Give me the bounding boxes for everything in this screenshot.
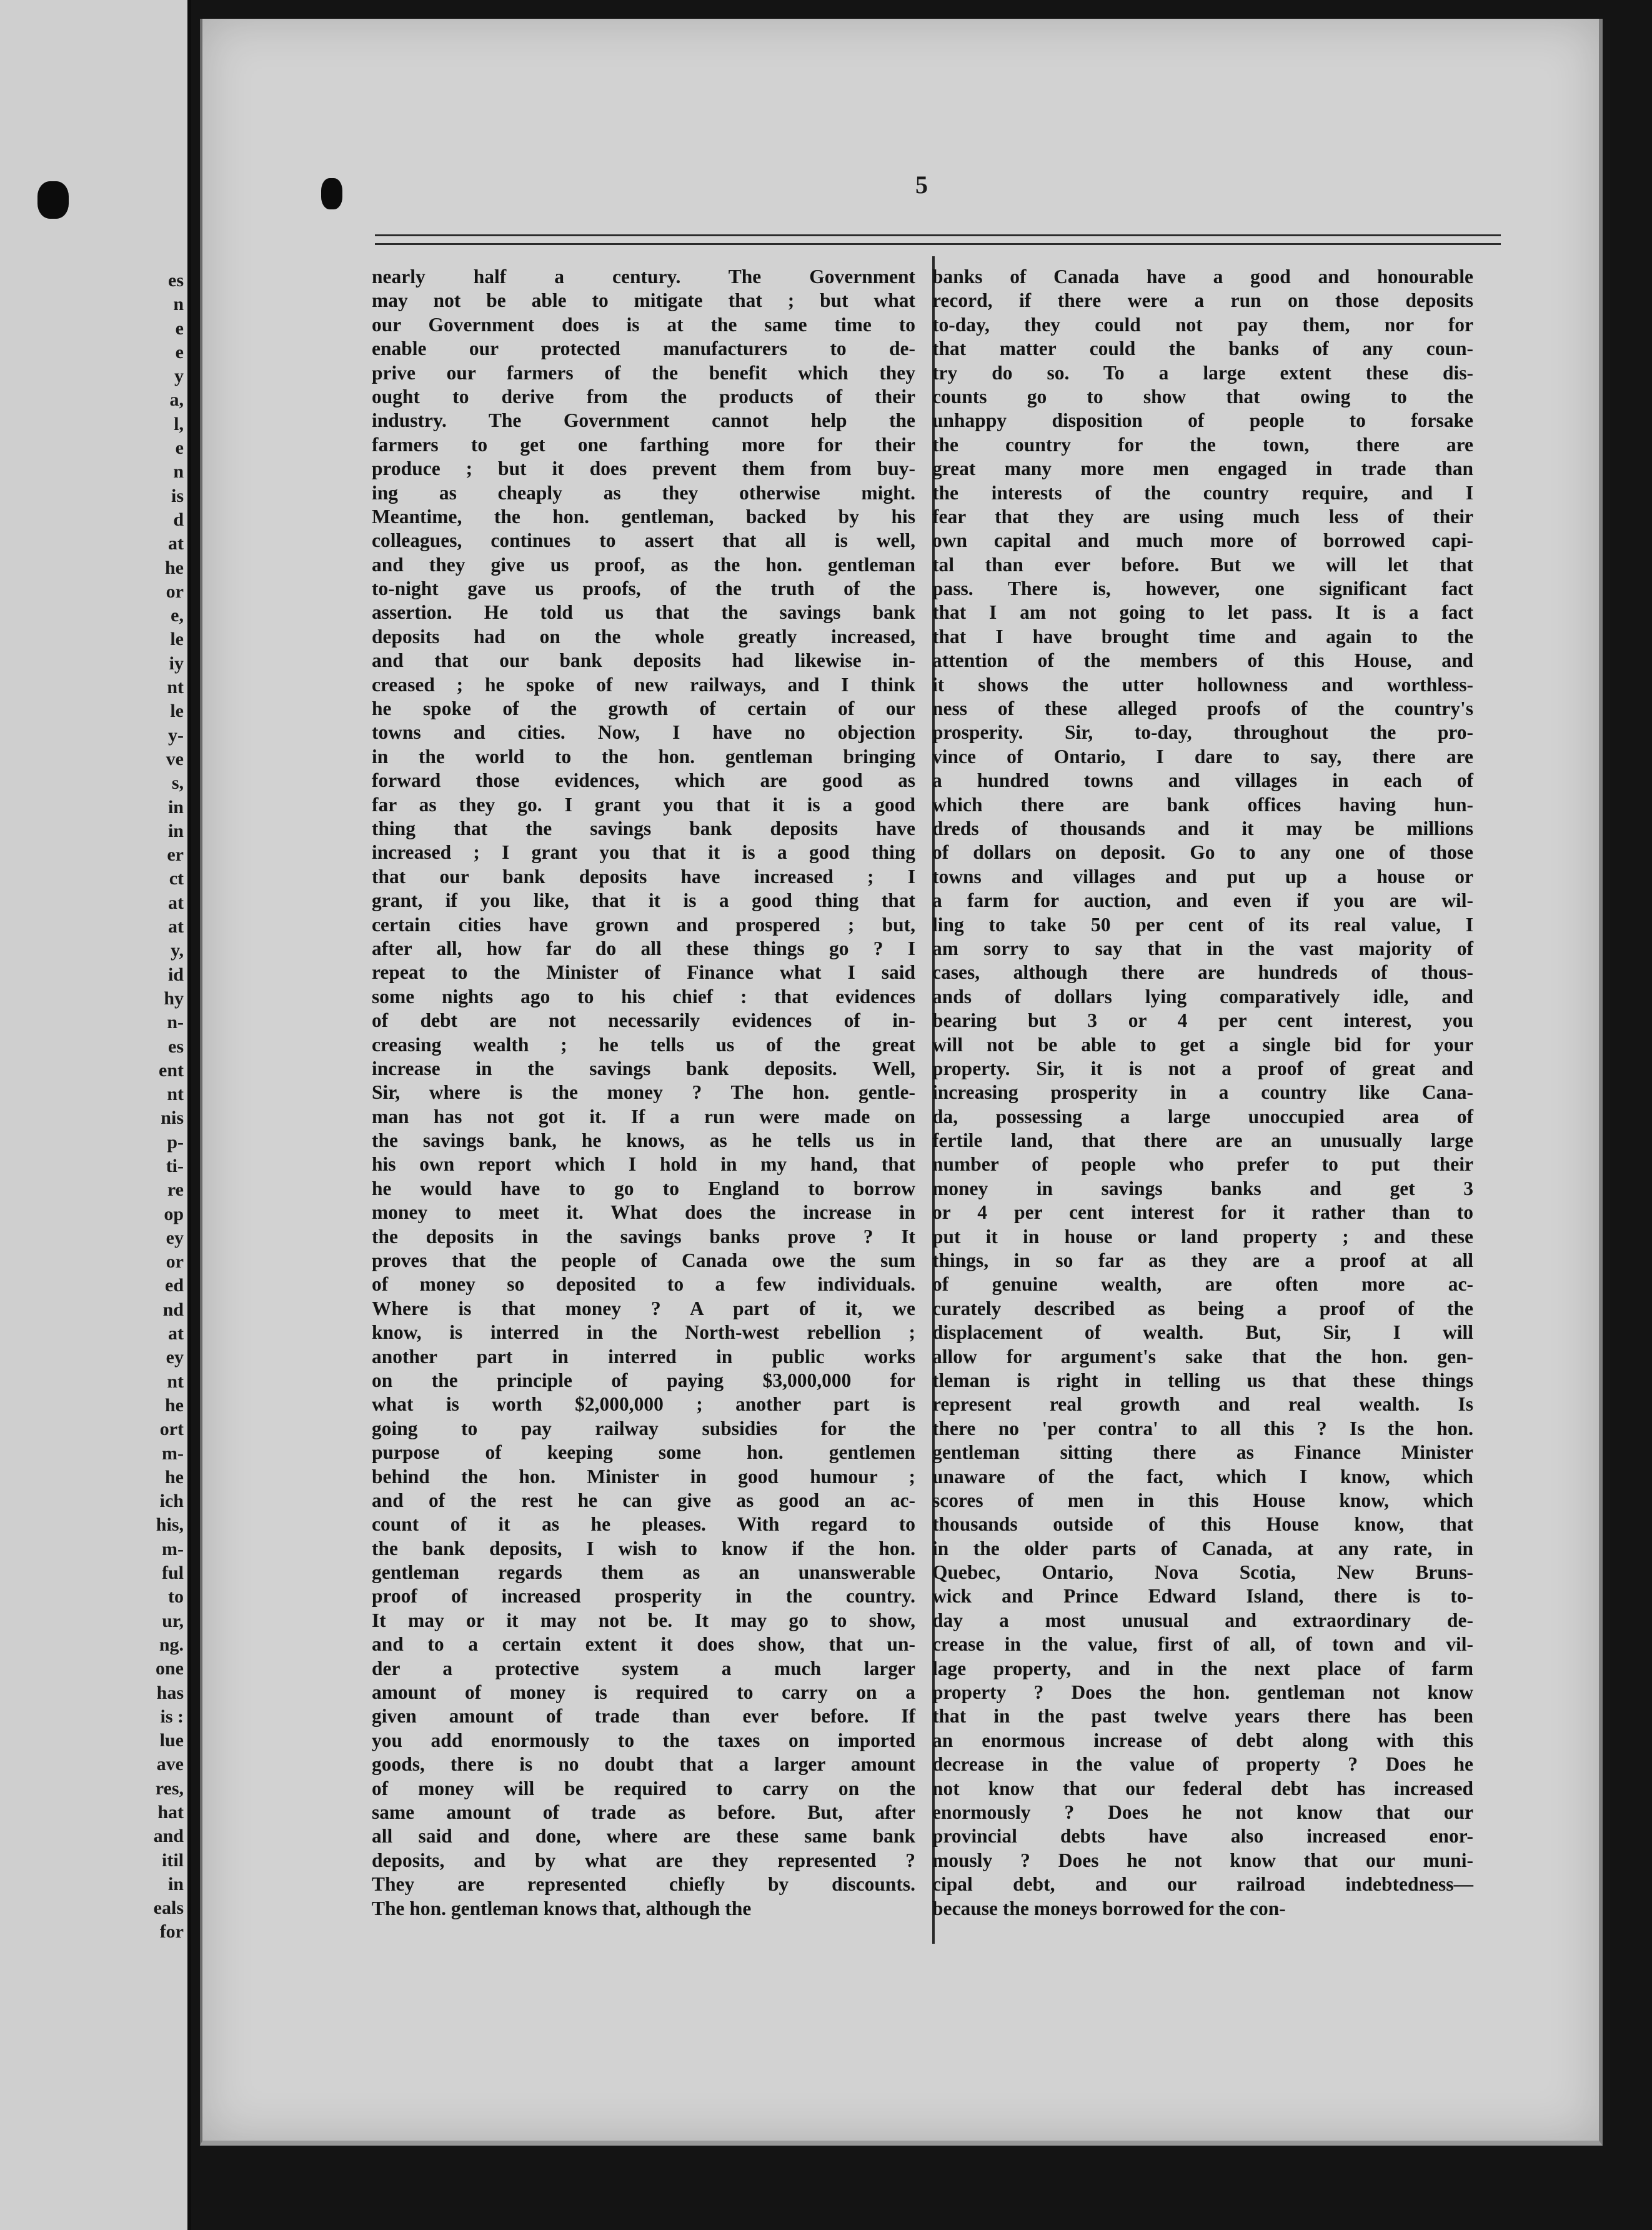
text-line: some nights ago to his chief : that evidences bbox=[372, 985, 915, 1008]
text-line: creasing wealth ; he tells us of the great bbox=[372, 1033, 915, 1056]
text-line: and that our bank deposits had likewise in- bbox=[372, 649, 915, 672]
text-line: ing as cheaply as they otherwise might. bbox=[372, 481, 915, 504]
text-line: on the principle of paying $3,000,000 for bbox=[372, 1369, 915, 1391]
text-line: displacement of wealth. But, Sir, I will bbox=[932, 1321, 1473, 1344]
facing-page-fragment: at bbox=[168, 533, 184, 554]
text-line: know, is interred in the North-west rebellion ; bbox=[372, 1321, 915, 1344]
text-line: industry. The Government cannot help the bbox=[372, 409, 915, 432]
text-line: wick and Prince Edward Island, there is to- bbox=[932, 1585, 1473, 1608]
facing-page-fragment: y, bbox=[171, 940, 184, 961]
text-line: goods, there is no doubt that a larger amount bbox=[372, 1753, 915, 1776]
facing-page-fragment: is : bbox=[160, 1706, 184, 1727]
text-line: tleman is right in telling us that these things bbox=[932, 1369, 1473, 1391]
text-line: of dollars on deposit. Go to any one of those bbox=[932, 841, 1473, 864]
ink-blot bbox=[321, 178, 342, 209]
facing-page-fragment: ey bbox=[166, 1227, 184, 1248]
text-line: ness of these alleged proofs of the country's bbox=[932, 698, 1473, 720]
text-line: certain cities have grown and prospered ; but, bbox=[372, 913, 915, 936]
facing-page-fragment: ur, bbox=[162, 1610, 184, 1631]
facing-page-fragment: nis bbox=[161, 1108, 184, 1129]
facing-page-fragment: and bbox=[153, 1826, 184, 1847]
text-line: nearly half a century. The Government bbox=[372, 266, 915, 288]
text-line: forward those evidences, which are good as bbox=[372, 769, 915, 792]
text-line: towns and cities. Now, I have no objection bbox=[372, 721, 915, 744]
facing-page-fragment: hat bbox=[157, 1802, 184, 1822]
facing-page-fragment: m- bbox=[162, 1442, 184, 1464]
facing-page-fragment: ed bbox=[165, 1275, 184, 1296]
text-line: the interests of the country require, and I bbox=[932, 481, 1473, 504]
facing-page-fragment: le bbox=[170, 701, 184, 722]
facing-page-fragment: his, bbox=[156, 1514, 184, 1536]
text-line: the country for the town, there are bbox=[932, 433, 1473, 456]
text-line: vince of Ontario, I dare to say, there are bbox=[932, 745, 1473, 768]
text-line: may not be able to mitigate that ; but what bbox=[372, 289, 915, 312]
facing-page-fragment: ful bbox=[161, 1562, 184, 1584]
facing-page-fragment: hy bbox=[164, 988, 184, 1009]
facing-page-fragment: m- bbox=[162, 1538, 184, 1559]
text-line: produce ; but it does prevent them from buy- bbox=[372, 458, 915, 480]
text-line: crease in the value, first of all, of town and vil- bbox=[932, 1633, 1473, 1656]
header-rule-top bbox=[375, 234, 1501, 236]
text-line: prosperity. Sir, to-day, throughout the pro- bbox=[932, 721, 1473, 744]
text-line: try do so. To a large extent these dis- bbox=[932, 361, 1473, 384]
text-line: banks of Canada have a good and honourable bbox=[932, 266, 1473, 288]
facing-page-fragment: a, bbox=[169, 389, 184, 411]
facing-page-fragment: eals bbox=[153, 1898, 184, 1919]
text-line: money to meet it. What does the increase in bbox=[372, 1201, 915, 1224]
facing-page-fragment: ti- bbox=[166, 1155, 184, 1176]
text-line: prive our farmers of the benefit which they bbox=[372, 361, 915, 384]
text-line: repeat to the Minister of Finance what I said bbox=[372, 961, 915, 984]
text-line: ought to derive from the products of their bbox=[372, 385, 915, 408]
text-line: the savings bank, he knows, as he tells us in bbox=[372, 1129, 915, 1152]
text-line: der a protective system a much larger bbox=[372, 1657, 915, 1679]
facing-page-fragment: he bbox=[165, 1466, 184, 1488]
text-line: enormously ? Does he not know that our bbox=[932, 1801, 1473, 1823]
page-number: 5 bbox=[915, 171, 928, 199]
facing-page-fragment: at bbox=[168, 916, 184, 938]
text-line: all said and done, where are these same bank bbox=[372, 1825, 915, 1848]
facing-page-fragment: ent bbox=[159, 1059, 184, 1081]
facing-page-fragment: ave bbox=[156, 1754, 184, 1775]
facing-page-fragment: iy bbox=[169, 652, 184, 674]
facing-page-fragment: e bbox=[175, 438, 184, 459]
text-line: amount of money is required to carry on a bbox=[372, 1681, 915, 1704]
text-line: of debt are not necessarily evidences of in- bbox=[372, 1009, 915, 1032]
facing-page-fragment: id bbox=[167, 964, 184, 985]
text-line: Meantime, the hon. gentleman, backed by his bbox=[372, 505, 915, 528]
facing-page-fragment: or bbox=[166, 1251, 184, 1272]
facing-page-fragment: ve bbox=[166, 748, 184, 769]
right-text-column bbox=[932, 265, 1473, 1921]
facing-page-fragment: es bbox=[168, 270, 184, 291]
text-line: fertile land, that there are an unusually large bbox=[932, 1129, 1473, 1152]
text-line: cipal debt, and our railroad indebtedness— bbox=[932, 1873, 1473, 1896]
text-line: It may or it may not be. It may go to show, bbox=[372, 1609, 915, 1631]
facing-page-fragment: n- bbox=[167, 1012, 184, 1033]
text-line: which there are bank offices having hun- bbox=[932, 793, 1473, 816]
text-line: given amount of trade than ever before. If bbox=[372, 1705, 915, 1728]
text-line: fear that they are using much less of their bbox=[932, 505, 1473, 528]
text-line: you add enormously to the taxes on imported bbox=[372, 1729, 915, 1751]
text-line: gentleman regards them as an unanswerable bbox=[372, 1561, 915, 1584]
text-line: deposits had on the whole greatly increased, bbox=[372, 625, 915, 648]
text-line: scores of men in this House know, which bbox=[932, 1489, 1473, 1511]
facing-page-fragment: s, bbox=[171, 772, 184, 794]
text-line: that I am not going to let pass. It is a fact bbox=[932, 601, 1473, 624]
text-line: They are represented chiefly by discounts. bbox=[372, 1873, 915, 1896]
facing-page-fragment: n bbox=[173, 461, 184, 482]
text-line: because the moneys borrowed for the con- bbox=[932, 1897, 1286, 1919]
facing-page-fragment: y- bbox=[168, 724, 184, 746]
facing-page-fragment: ort bbox=[159, 1419, 184, 1440]
facing-page-fragment: in bbox=[167, 796, 184, 818]
text-line: his own report which I hold in my hand, that bbox=[372, 1153, 915, 1176]
facing-page-fragment: nt bbox=[167, 1371, 184, 1392]
text-line: that I have brought time and again to the bbox=[932, 625, 1473, 648]
text-line: cases, although there are hundreds of thous- bbox=[932, 961, 1473, 984]
text-line: thing that the savings bank deposits have bbox=[372, 817, 915, 839]
text-line: property. Sir, it is not a proof of great and bbox=[932, 1057, 1473, 1079]
text-line: purpose of keeping some hon. gentlemen bbox=[372, 1441, 915, 1464]
text-line: gentleman sitting there as Finance Minister bbox=[932, 1441, 1473, 1464]
text-line: man has not got it. If a run were made on bbox=[372, 1105, 915, 1128]
facing-page-edge bbox=[0, 0, 191, 2230]
text-line: tal than ever before. But we will let that bbox=[932, 553, 1473, 576]
text-line: farmers to get one farthing more for their bbox=[372, 433, 915, 456]
text-line: going to pay railway subsidies for the bbox=[372, 1417, 915, 1439]
facing-page-fragment: he bbox=[165, 1394, 184, 1416]
left-text-column bbox=[372, 265, 915, 1921]
text-line: another part in interred in public works bbox=[372, 1345, 915, 1368]
text-line: Quebec, Ontario, Nova Scotia, New Bruns- bbox=[932, 1561, 1473, 1584]
text-line: number of people who prefer to put their bbox=[932, 1153, 1473, 1176]
text-line: behind the hon. Minister in good humour ; bbox=[372, 1465, 915, 1488]
facing-page-fragment: in bbox=[167, 820, 184, 841]
facing-page-fragment: e, bbox=[171, 605, 184, 626]
text-line: da, possessing a large unoccupied area of bbox=[932, 1105, 1473, 1128]
ink-blot bbox=[37, 181, 69, 219]
text-line: mously ? Does he not know that our muni- bbox=[932, 1849, 1473, 1871]
text-line: deposits, and by what are they represented ? bbox=[372, 1849, 915, 1871]
facing-page-fragment: le bbox=[170, 629, 184, 650]
text-line: colleagues, continues to assert that all is well, bbox=[372, 529, 915, 552]
facing-page-fragment: p- bbox=[167, 1131, 184, 1152]
text-line: own capital and much more of borrowed capi- bbox=[932, 529, 1473, 552]
text-line: enable our protected manufacturers to de- bbox=[372, 338, 915, 360]
text-line: great many more men engaged in trade than bbox=[932, 458, 1473, 480]
text-line: it shows the utter hollowness and worthless- bbox=[932, 673, 1473, 696]
text-line: and of the rest he can give as good an ac- bbox=[372, 1489, 915, 1511]
facing-page-fragment: at bbox=[168, 1323, 184, 1344]
text-line: unhappy disposition of people to forsake bbox=[932, 409, 1473, 432]
text-line: curately described as being a proof of the bbox=[932, 1297, 1473, 1319]
text-line: ling to take 50 per cent of its real value, I bbox=[932, 913, 1473, 936]
facing-page-text-fragments bbox=[140, 269, 184, 1944]
facing-page-fragment: he bbox=[165, 557, 184, 578]
facing-page-fragment: re bbox=[167, 1179, 184, 1201]
text-line: of money so deposited to a few individuals. bbox=[372, 1273, 915, 1296]
text-line: increasing prosperity in a country like Cana- bbox=[932, 1081, 1473, 1104]
text-line: to-day, they could not pay them, nor for bbox=[932, 313, 1473, 336]
text-line: creased ; he spoke of new railways, and I think bbox=[372, 673, 915, 696]
text-line: of genuine wealth, are often more ac- bbox=[932, 1273, 1473, 1296]
facing-page-fragment: has bbox=[156, 1682, 184, 1703]
text-line: that in the past twelve years there has been bbox=[932, 1705, 1473, 1728]
text-line: in the world to the hon. gentleman bringing bbox=[372, 745, 915, 768]
text-line: a hundred towns and villages in each of bbox=[932, 769, 1473, 792]
facing-page-fragment: y bbox=[174, 366, 184, 387]
text-line: count of it as he pleases. With regard to bbox=[372, 1513, 915, 1536]
text-line: things, in so far as they are a proof at all bbox=[932, 1249, 1473, 1272]
text-line: to-night gave us proofs, of the truth of the bbox=[372, 578, 915, 600]
facing-page-fragment: n bbox=[173, 294, 184, 315]
text-line: far as they go. I grant you that it is a good bbox=[372, 793, 915, 816]
facing-page-fragment: nt bbox=[167, 677, 184, 698]
facing-page-fragment: nd bbox=[162, 1299, 184, 1320]
facing-page-fragment: l, bbox=[174, 413, 184, 434]
text-line: and to a certain extent it does show, that un- bbox=[372, 1633, 915, 1656]
text-line: represent real growth and real wealth. Is bbox=[932, 1393, 1473, 1416]
text-line: same amount of trade as before. But, after bbox=[372, 1801, 915, 1823]
text-line: Where is that money ? A part of it, we bbox=[372, 1297, 915, 1319]
text-line: he would have to go to England to borrow bbox=[372, 1177, 915, 1199]
text-line: put it in house or land property ; and these bbox=[932, 1225, 1473, 1248]
text-line: there no 'per contra' to all this ? Is the hon. bbox=[932, 1417, 1473, 1439]
facing-page-fragment: in bbox=[167, 1873, 184, 1894]
facing-page-fragment: one bbox=[156, 1658, 184, 1679]
text-line: increase in the savings bank deposits. Well, bbox=[372, 1057, 915, 1079]
facing-page-fragment: lue bbox=[159, 1730, 184, 1751]
facing-page-fragment: ct bbox=[169, 868, 184, 889]
text-line: bearing but 3 or 4 per cent interest, you bbox=[932, 1009, 1473, 1032]
text-line: money in savings banks and get 3 bbox=[932, 1177, 1473, 1199]
text-line: The hon. gentleman knows that, although the bbox=[372, 1897, 752, 1919]
text-line: unaware of the fact, which I know, which bbox=[932, 1465, 1473, 1488]
text-line: am sorry to say that in the vast majority of bbox=[932, 937, 1473, 959]
facing-page-fragment: res, bbox=[155, 1778, 184, 1799]
text-line: after all, how far do all these things go ? I bbox=[372, 937, 915, 959]
text-line: towns and villages and put up a house or bbox=[932, 865, 1473, 888]
facing-page-fragment: op bbox=[164, 1203, 184, 1224]
facing-page-fragment: es bbox=[168, 1036, 184, 1057]
text-line: provincial debts have also increased enor- bbox=[932, 1825, 1473, 1848]
text-line: proof of increased prosperity in the country. bbox=[372, 1585, 915, 1608]
text-line: not know that our federal debt has increased bbox=[932, 1777, 1473, 1799]
text-line: the bank deposits, I wish to know if the hon. bbox=[372, 1537, 915, 1559]
facing-page-fragment: ng. bbox=[159, 1634, 184, 1655]
text-line: our Government does is at the same time to bbox=[372, 313, 915, 336]
text-line: an enormous increase of debt along with this bbox=[932, 1729, 1473, 1751]
facing-page-fragment: is bbox=[171, 485, 184, 506]
text-line: counts go to show that owing to the bbox=[932, 385, 1473, 408]
header-rule-bottom bbox=[375, 243, 1501, 245]
text-line: of money will be required to carry on the bbox=[372, 1777, 915, 1799]
facing-page-fragment: d bbox=[173, 509, 184, 530]
facing-page-fragment: or bbox=[166, 581, 184, 602]
text-line: the deposits in the savings banks prove ? It bbox=[372, 1225, 915, 1248]
text-line: assertion. He told us that the savings bank bbox=[372, 601, 915, 624]
text-line: ands of dollars lying comparatively idle, and bbox=[932, 985, 1473, 1008]
text-line: Sir, where is the money ? The hon. gentle- bbox=[372, 1081, 915, 1104]
text-line: a farm for auction, and even if you are wil- bbox=[932, 889, 1473, 912]
text-line: thousands outside of this House know, that bbox=[932, 1513, 1473, 1536]
text-line: in the older parts of Canada, at any rate, in bbox=[932, 1537, 1473, 1559]
text-line: decrease in the value of property ? Does he bbox=[932, 1753, 1473, 1776]
text-line: increased ; I grant you that it is a good thing bbox=[372, 841, 915, 864]
facing-page-fragment: to bbox=[168, 1586, 184, 1608]
facing-page-fragment: er bbox=[167, 844, 184, 866]
text-line: he spoke of the growth of certain of our bbox=[372, 698, 915, 720]
facing-page-fragment: ich bbox=[159, 1491, 184, 1512]
text-line: lage property, and in the next place of farm bbox=[932, 1657, 1473, 1679]
facing-page-fragment: itil bbox=[162, 1849, 184, 1871]
facing-page-fragment: at bbox=[168, 892, 184, 913]
text-line: property ? Does the hon. gentleman not know bbox=[932, 1681, 1473, 1704]
text-line: proves that the people of Canada owe the sum bbox=[372, 1249, 915, 1272]
text-line: day a most unusual and extraordinary de- bbox=[932, 1609, 1473, 1631]
facing-page-fragment: for bbox=[159, 1921, 184, 1942]
facing-page-fragment: e bbox=[175, 341, 184, 362]
facing-page-fragment: e bbox=[175, 318, 184, 339]
facing-page-fragment: nt bbox=[167, 1084, 184, 1105]
text-line: record, if there were a run on those deposits bbox=[932, 289, 1473, 312]
text-line: grant, if you like, that it is a good thing that bbox=[372, 889, 915, 912]
text-line: and they give us proof, as the hon. gentleman bbox=[372, 553, 915, 576]
text-line: allow for argument's sake that the hon. gen- bbox=[932, 1345, 1473, 1368]
facing-page-fragment: ey bbox=[166, 1347, 184, 1368]
text-line: will not be able to get a single bid for your bbox=[932, 1033, 1473, 1056]
text-line: that our bank deposits have increased ; I bbox=[372, 865, 915, 888]
text-line: attention of the members of this House, and bbox=[932, 649, 1473, 672]
text-line: what is worth $2,000,000 ; another part is bbox=[372, 1393, 915, 1416]
text-line: dreds of thousands and it may be millions bbox=[932, 817, 1473, 839]
text-line: or 4 per cent interest for it rather than to bbox=[932, 1201, 1473, 1224]
text-line: that matter could the banks of any coun- bbox=[932, 338, 1473, 360]
text-line: pass. There is, however, one significant fact bbox=[932, 578, 1473, 600]
